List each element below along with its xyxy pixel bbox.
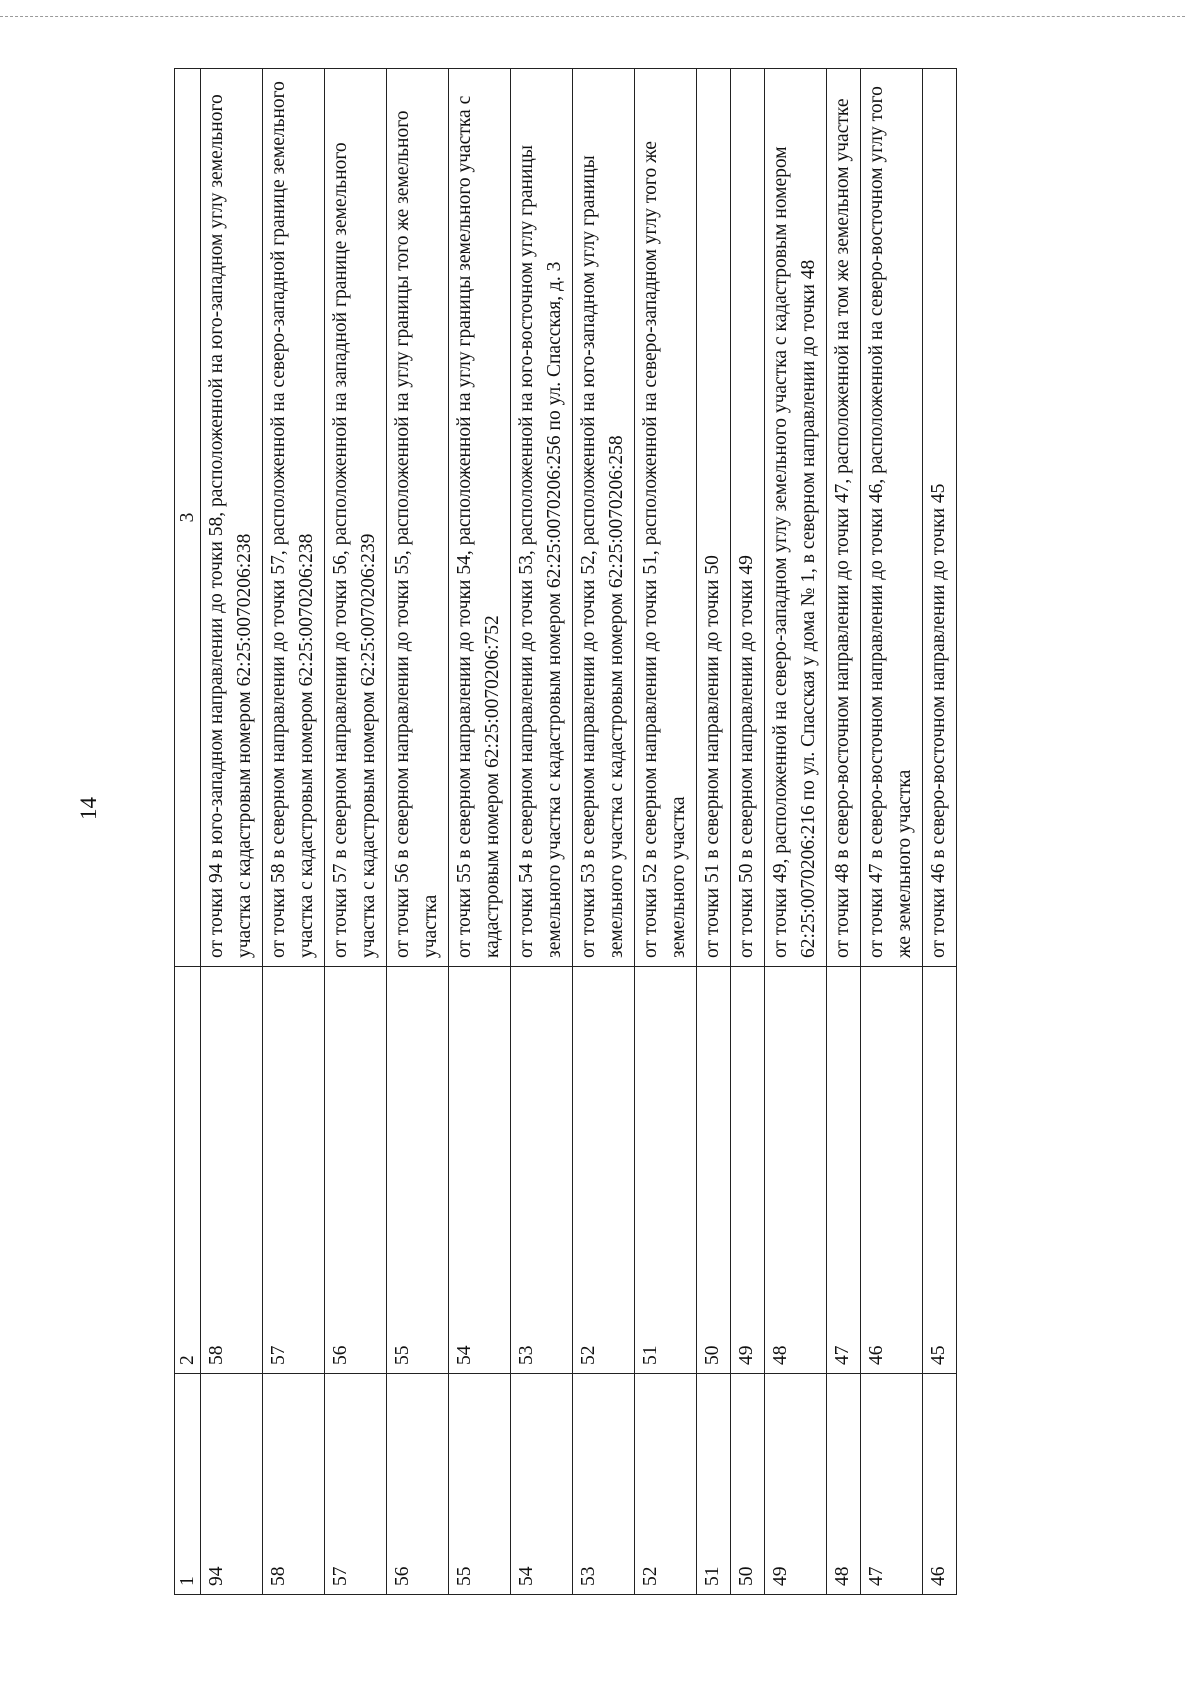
cell-from-point: 46	[923, 1374, 957, 1595]
table-row	[635, 69, 697, 1595]
cell-from-point: 48	[827, 1374, 861, 1595]
cell-description: от точки 54 в северном направлении до точки 53, расположенной на юго-восточном углу границы земельного участка с кадастровым номером 62:25:0070206:256 по ул. Спасская, д. 3	[511, 69, 573, 967]
table-row	[765, 69, 827, 1595]
header-cell-1: 1	[175, 1374, 201, 1595]
boundary-description-table-wrapper	[174, 69, 1079, 1595]
cell-to-point: 48	[765, 967, 827, 1374]
cell-description: от точки 50 в северном направлении до точки 49	[731, 69, 765, 967]
cell-description: от точки 57 в северном направлении до точки 56, расположенной на западной границе земельного участка с кадастровым номером 62:25:0070206:239	[325, 69, 387, 967]
header-cell-3: 3	[175, 69, 201, 967]
boundary-description-table	[174, 68, 957, 1595]
cell-from-point: 53	[573, 1374, 635, 1595]
table-row	[861, 69, 923, 1595]
cell-from-point: 49	[765, 1374, 827, 1595]
cell-to-point: 51	[635, 967, 697, 1374]
cell-from-point: 57	[325, 1374, 387, 1595]
cell-to-point: 55	[387, 967, 449, 1374]
cell-from-point: 51	[697, 1374, 731, 1595]
cell-to-point: 50	[697, 967, 731, 1374]
cell-description: от точки 53 в северном направлении до точки 52, расположенной на юго-западном углу границы земельного участка с кадастровым номером 62:25:0070206:258	[573, 69, 635, 967]
cell-to-point: 45	[923, 967, 957, 1374]
cell-to-point: 54	[449, 967, 511, 1374]
cell-to-point: 52	[573, 967, 635, 1374]
table-row	[697, 69, 731, 1595]
cell-from-point: 58	[263, 1374, 325, 1595]
table-header-row	[175, 69, 201, 1595]
cell-to-point: 47	[827, 967, 861, 1374]
table-row	[731, 69, 765, 1595]
cell-description: от точки 56 в северном направлении до точки 55, расположенной на углу границы того же земельного участка	[387, 69, 449, 967]
cell-from-point: 94	[201, 1374, 263, 1595]
cell-to-point: 58	[201, 967, 263, 1374]
table-row	[325, 69, 387, 1595]
scan-top-edge-line	[0, 16, 1185, 17]
page-number: 14	[76, 797, 101, 820]
cell-description: от точки 94 в юго-западном направлении до точки 58, расположенной на юго-западном углу земельного участка с кадастровым номером 62:25:0070206:238	[201, 69, 263, 967]
cell-description: от точки 51 в северном направлении до точки 50	[697, 69, 731, 967]
cell-from-point: 47	[861, 1374, 923, 1595]
cell-from-point: 54	[511, 1374, 573, 1595]
cell-to-point: 57	[263, 967, 325, 1374]
table-row	[573, 69, 635, 1595]
cell-description: от точки 48 в северо-восточном направлении до точки 47, расположенной на том же земельном участке	[827, 69, 861, 967]
cell-to-point: 49	[731, 967, 765, 1374]
cell-description: от точки 58 в северном направлении до точки 57, расположенной на северо-западной границе земельного участка с кадастровым номером 62:25:0070206:238	[263, 69, 325, 967]
table-row	[923, 69, 957, 1595]
table-row	[263, 69, 325, 1595]
header-cell-2: 2	[175, 967, 201, 1374]
cell-description: от точки 46 в северо-восточном направлении до точки 45	[923, 69, 957, 967]
cell-from-point: 56	[387, 1374, 449, 1595]
table-row	[449, 69, 511, 1595]
cell-from-point: 55	[449, 1374, 511, 1595]
cell-from-point: 50	[731, 1374, 765, 1595]
cell-description: от точки 49, расположенной на северо-западном углу земельного участка с кадастровым номером 62:25:0070206:216 по ул. Спасская у дома № 1, в северном направлении до точки 48	[765, 69, 827, 967]
table-row	[387, 69, 449, 1595]
table-row	[511, 69, 573, 1595]
cell-to-point: 46	[861, 967, 923, 1374]
cell-to-point: 56	[325, 967, 387, 1374]
table-row	[201, 69, 263, 1595]
cell-description: от точки 52 в северном направлении до точки 51, расположенной на северо-западном углу того же земельного участка	[635, 69, 697, 967]
cell-description: от точки 55 в северном направлении до точки 54, расположенной на углу границы земельного участка с кадастровым номером 62:25:0070206:752	[449, 69, 511, 967]
cell-to-point: 53	[511, 967, 573, 1374]
table-row	[827, 69, 861, 1595]
cell-description: от точки 47 в северо-восточном направлении до точки 46, расположенной на северо-восточном углу того же земельного участка	[861, 69, 923, 967]
cell-from-point: 52	[635, 1374, 697, 1595]
